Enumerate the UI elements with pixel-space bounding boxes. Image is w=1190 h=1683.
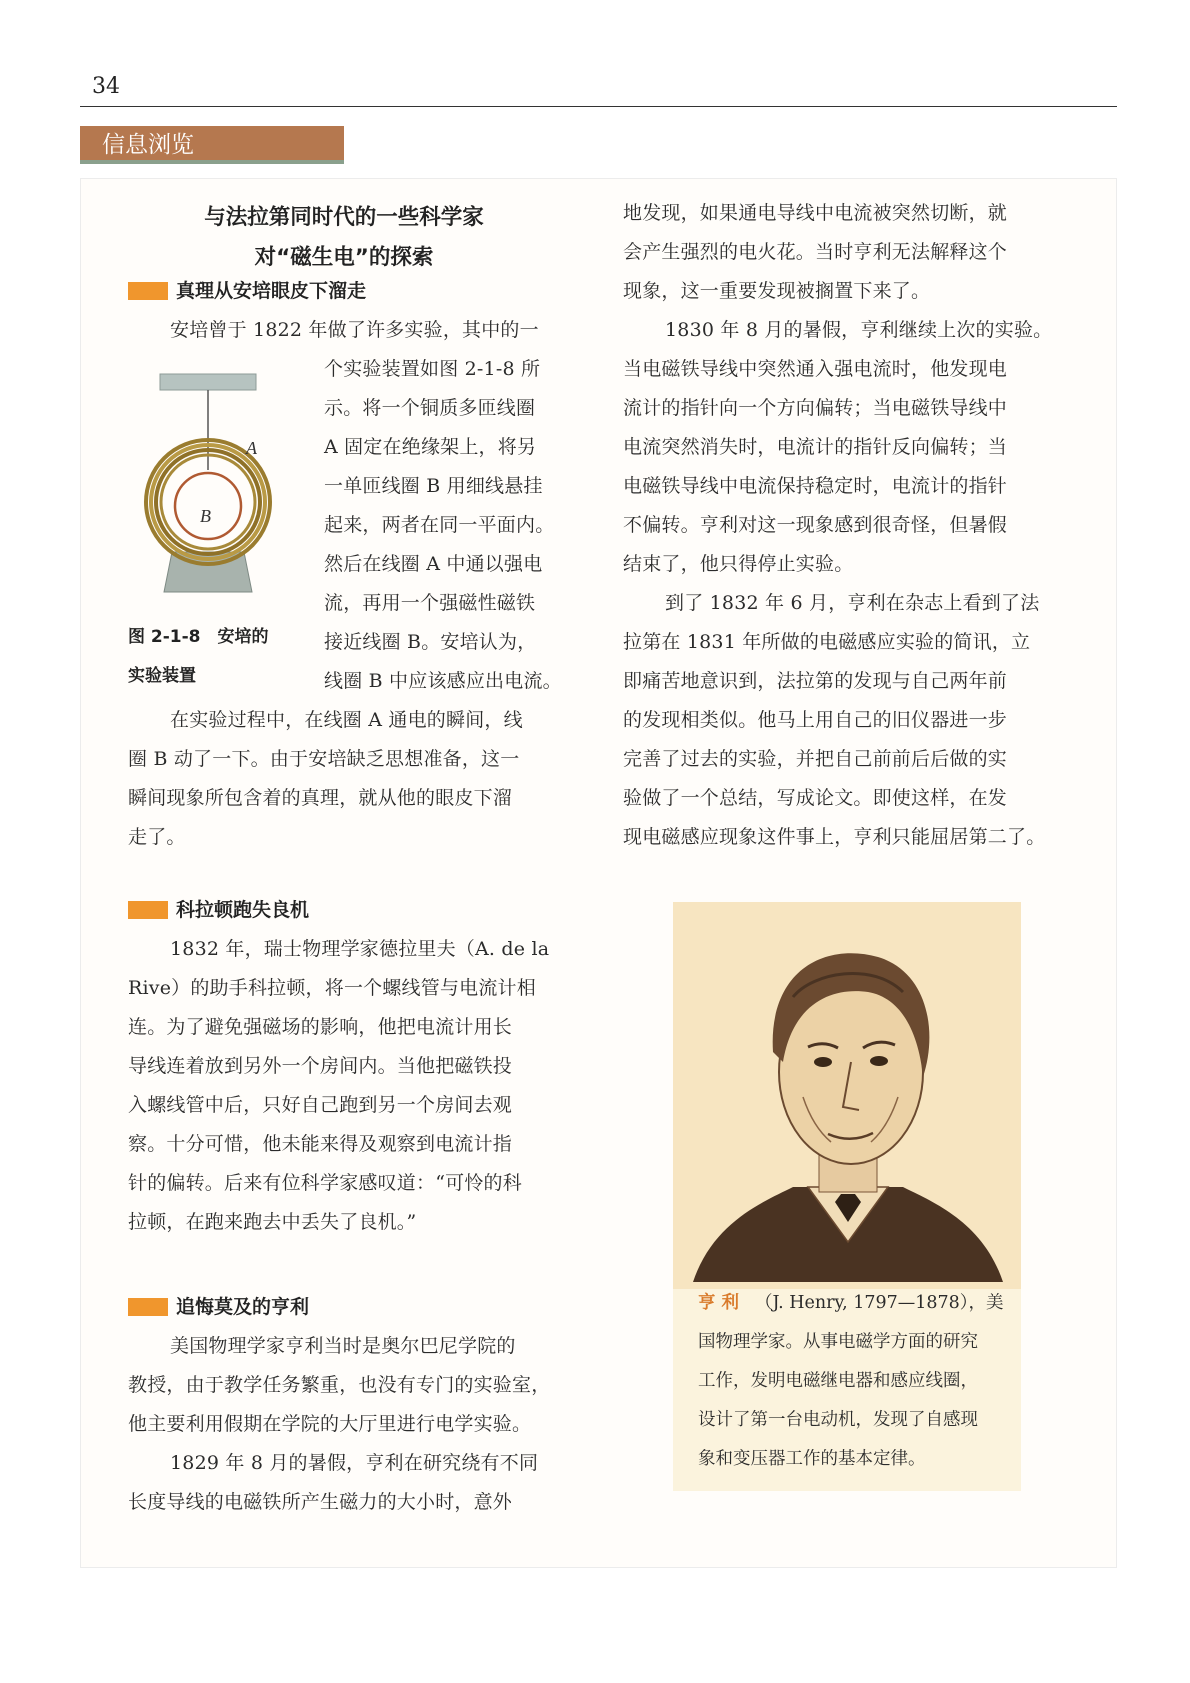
- article-title-line-2: 对“磁生电”的探索: [254, 245, 434, 270]
- label-a: A: [246, 438, 257, 458]
- text-line: 1830 年 8 月的暑假，亨利继续上次的实验。: [665, 319, 1053, 341]
- text-line: 瞬间现象所包含着的真理，就从他的眼皮下溜: [128, 787, 513, 809]
- article-title-line-1: 与法拉第同时代的一些科学家: [204, 205, 484, 230]
- text-line: A 固定在绝缘架上，将另: [324, 436, 537, 458]
- portrait-caption-line: 国物理学家。从事电磁学方面的研究: [698, 1332, 978, 1352]
- text-line: 现象，这一重要发现被搁置下来了。: [623, 280, 931, 302]
- text-line: 接近线圈 B。安培认为，: [324, 631, 537, 653]
- text-line: 导线连着放到另外一个房间内。当他把磁铁投: [128, 1055, 513, 1077]
- label-b: B: [200, 506, 211, 526]
- text-line: 不偏转。亨利对这一现象感到很奇怪，但暑假: [623, 514, 1008, 536]
- section-marker: [128, 901, 168, 919]
- text-line: 长度导线的电磁铁所产生磁力的大小时，意外: [128, 1491, 513, 1513]
- figure-caption-line-2: 实验装置: [128, 666, 196, 686]
- portrait-caption-line: 设计了第一台电动机，发现了自感现: [698, 1410, 978, 1430]
- section-heading-colladon: 科拉顿跑失良机: [128, 898, 309, 922]
- text-line: 电磁铁导线中电流保持稳定时，电流计的指针: [623, 475, 1008, 497]
- figure-caption-line-1: 图 2-1-8 安培的: [128, 627, 269, 647]
- portrait-caption-line: 工作，发明电磁继电器和感应线圈，: [698, 1371, 978, 1391]
- text-line: Rive）的助手科拉顿，将一个螺线管与电流计相: [128, 977, 536, 999]
- text-line: 入螺线管中后，只好自己跑到另一个房间去观: [128, 1094, 513, 1116]
- text-line: 一单匝线圈 B 用细线悬挂: [324, 475, 543, 497]
- section-heading-henry: 追悔莫及的亨利: [128, 1295, 309, 1319]
- text-line: 的发现相类似。他马上用自己的旧仪器进一步: [623, 709, 1008, 731]
- text-line: 地发现，如果通电导线中电流被突然切断，就: [623, 202, 1008, 224]
- section-marker: [128, 1298, 168, 1316]
- text-line: 连。为了避免强磁场的影响，他把电流计用长: [128, 1016, 513, 1038]
- text-line: 教授，由于教学任务繁重，也没有专门的实验室，: [128, 1374, 551, 1396]
- text-line: 当电磁铁导线中突然通入强电流时，他发现电: [623, 358, 1008, 380]
- section-marker: [128, 282, 168, 300]
- text-line: 针的偏转。后来有位科学家感叹道：“可怜的科: [128, 1172, 522, 1194]
- text-line: 现电磁感应现象这件事上，亨利只能屈居第二了。: [623, 826, 1046, 848]
- text-line: 完善了过去的实验，并把自己前前后后做的实: [623, 748, 1008, 770]
- text-line: 验做了一个总结，写成论文。即使这样，在发: [623, 787, 1008, 809]
- section-tab: 信息浏览: [80, 126, 344, 164]
- text-line: 察。十分可惜，他未能来得及观察到电流计指: [128, 1133, 513, 1155]
- text-line: 然后在线圈 A 中通以强电: [324, 553, 543, 575]
- henry-portrait: [673, 902, 1021, 1289]
- text-line: 1832 年，瑞士物理学家德拉里夫（A. de la: [170, 938, 550, 960]
- text-line: 流，再用一个强磁性磁铁: [324, 592, 536, 614]
- text-line: 1829 年 8 月的暑假，亨利在研究绕有不同: [170, 1452, 539, 1474]
- section-heading-ampere: 真理从安培眼皮下溜走: [128, 279, 366, 303]
- text-line: 在实验过程中，在线圈 A 通电的瞬间，线: [170, 709, 523, 731]
- text-line: 到了 1832 年 6 月，亨利在杂志上看到了法: [665, 592, 1040, 614]
- ampere-apparatus-figure: [128, 372, 288, 598]
- text-line: 即痛苦地意识到，法拉第的发现与自己两年前: [623, 670, 1008, 692]
- text-line: 他主要利用假期在学院的大厅里进行电学实验。: [128, 1413, 532, 1435]
- portrait-caption-line-1: 亨利 （J. Henry, 1797—1878），美: [698, 1293, 1004, 1313]
- text-line: 电流突然消失时，电流计的指针反向偏转；当: [623, 436, 1008, 458]
- scientist-name: 亨利: [698, 1293, 745, 1313]
- text-line: 拉第在 1831 年所做的电磁感应实验的简讯，立: [623, 631, 1031, 653]
- text-line: 会产生强烈的电火花。当时亨利无法解释这个: [623, 241, 1008, 263]
- portrait-caption-line: 象和变压器工作的基本定律。: [698, 1449, 926, 1469]
- text-line: 圈 B 动了一下。由于安培缺乏思想准备，这一: [128, 748, 520, 770]
- header-rule: [80, 106, 1117, 107]
- text-line: 示。将一个铜质多匝线圈: [324, 397, 536, 419]
- text-line: 起来，两者在同一平面内。: [324, 514, 555, 536]
- text-line: 结束了，他只得停止实验。: [623, 553, 854, 575]
- text-line: 线圈 B 中应该感应出电流。: [324, 670, 562, 692]
- portrait-engraving: [673, 902, 1021, 1289]
- text-line: 安培曾于 1822 年做了许多实验，其中的一: [170, 319, 539, 341]
- text-line: 美国物理学家亨利当时是奥尔巴尼学院的: [170, 1335, 516, 1357]
- text-line: 流计的指针向一个方向偏转；当电磁铁导线中: [623, 397, 1008, 419]
- text-line: 拉顿，在跑来跑去中丢失了良机。”: [128, 1211, 417, 1233]
- page-number: 34: [92, 74, 120, 99]
- text-line: 走了。: [128, 826, 186, 848]
- text-line: 个实验装置如图 2-1-8 所: [324, 358, 541, 380]
